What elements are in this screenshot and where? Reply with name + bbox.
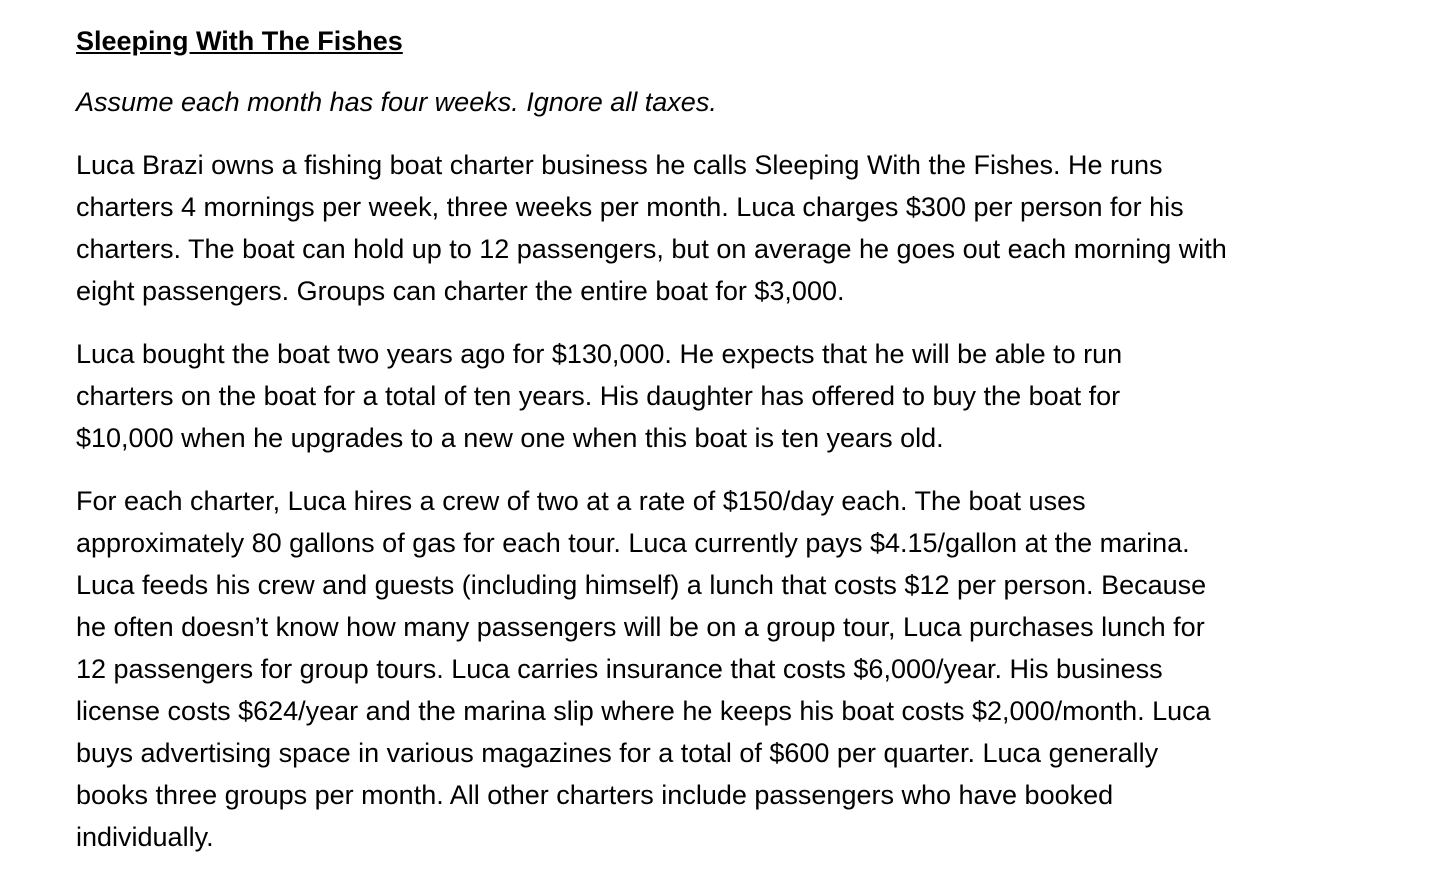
text-line: Luca feeds his crew and guests (including himself) a lunch that costs $12 per person. Because: [76, 570, 1207, 600]
text-line: eight passengers. Groups can charter the entire boat for $3,000.: [76, 276, 845, 306]
text-line: charters on the boat for a total of ten years. His daughter has offered to buy the boat for: [76, 381, 1121, 411]
paragraph-operating-costs: [76, 480, 1396, 858]
document-title: Sleeping With The Fishes: [76, 26, 403, 56]
text-line: charters 4 mornings per week, three weeks per month. Luca charges $300 per person for his: [76, 192, 1184, 222]
text-line: Luca Brazi owns a fishing boat charter business he calls Sleeping With the Fishes. He runs: [76, 150, 1163, 180]
text-line: buys advertising space in various magazines for a total of $600 per quarter. Luca generally: [76, 738, 1159, 768]
paragraph-boat-purchase: [76, 333, 1396, 459]
text-line: license costs $624/year and the marina slip where he keeps his boat costs $2,000/month. Luca: [76, 696, 1211, 726]
text-line: individually.: [76, 822, 214, 852]
text-line: For each charter, Luca hires a crew of two at a rate of $150/day each. The boat uses: [76, 486, 1086, 516]
text-line: approximately 80 gallons of gas for each tour. Luca currently pays $4.15/gallon at the marina.: [76, 528, 1190, 558]
paragraph-business-overview: [76, 144, 1396, 312]
text-line: Luca bought the boat two years ago for $130,000. He expects that he will be able to run: [76, 339, 1123, 369]
text-line: charters. The boat can hold up to 12 passengers, but on average he goes out each morning with: [76, 234, 1227, 264]
text-line: $10,000 when he upgrades to a new one when this boat is ten years old.: [76, 423, 944, 453]
document-body: [76, 22, 1396, 879]
text-line: books three groups per month. All other charters include passengers who have booked: [76, 780, 1114, 810]
text-line: 12 passengers for group tours. Luca carries insurance that costs $6,000/year. His business: [76, 654, 1163, 684]
text-line: he often doesn’t know how many passengers will be on a group tour, Luca purchases lunch for: [76, 612, 1205, 642]
assumptions-note: Assume each month has four weeks. Ignore all taxes.: [76, 87, 717, 117]
